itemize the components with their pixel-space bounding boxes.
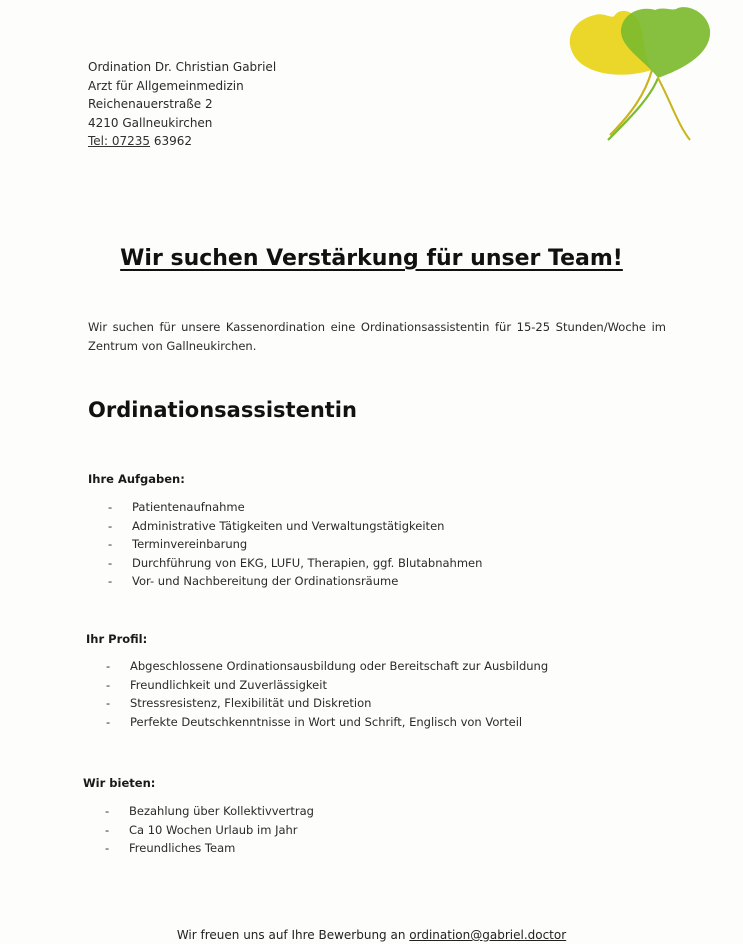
phone-number: 63962 bbox=[153, 134, 193, 148]
bullet-dash: - bbox=[108, 500, 113, 514]
list-item-text: Vor- und Nachbereitung der Ordinationsräume bbox=[132, 574, 399, 588]
postal-city: 4210 Gallneukirchen bbox=[88, 115, 213, 130]
doctor-specialty: Arzt für Allgemeinmedizin bbox=[88, 78, 244, 93]
list-item bbox=[106, 657, 548, 676]
list-item-text: Terminvereinbarung bbox=[132, 537, 248, 551]
bullet-dash: - bbox=[108, 555, 113, 570]
bullet-dash: - bbox=[105, 841, 110, 855]
page-headline: Wir suchen Verstärkung für unser Team! bbox=[120, 246, 623, 271]
bullet-dash: - bbox=[108, 518, 113, 533]
list-item-text: Stressresistenz, Flexibilität und Diskretion bbox=[130, 696, 372, 710]
ginkgo-leaves-icon bbox=[560, 0, 720, 160]
list-item-text: Freundlichkeit und Zuverlässigkeit bbox=[130, 677, 327, 692]
list-item bbox=[106, 713, 548, 732]
list-item bbox=[108, 554, 482, 573]
list-item-text: Freundliches Team bbox=[129, 841, 236, 855]
email-link[interactable]: ordination@gabriel.doctor bbox=[409, 928, 567, 942]
tasks-list bbox=[108, 498, 482, 591]
profile-heading: Ihr Profil: bbox=[86, 632, 148, 646]
job-title: Ordinationsassistentin bbox=[88, 398, 357, 422]
list-item-text: Ca 10 Wochen Urlaub im Jahr bbox=[129, 822, 298, 837]
practice-name: Ordination Dr. Christian Gabriel bbox=[88, 60, 277, 74]
intro-paragraph: Wir suchen für unsere Kassenordination eine Ordinationsassistentin für 15-25 Stunden/Woche im Zentrum von Gallneukirchen. bbox=[88, 320, 666, 353]
bullet-dash: - bbox=[106, 677, 111, 692]
street-address: Reichenauerstraße 2 bbox=[88, 97, 213, 111]
list-item bbox=[106, 676, 548, 695]
list-item-text: Administrative Tätigkeiten und Verwaltungstätigkeiten bbox=[132, 518, 445, 533]
bullet-dash: - bbox=[106, 714, 111, 729]
list-item bbox=[108, 517, 482, 536]
profile-list bbox=[106, 657, 548, 731]
list-item bbox=[108, 498, 482, 517]
footer-line bbox=[0, 928, 743, 942]
list-item bbox=[108, 535, 482, 554]
footer-text: Wir freuen uns auf Ihre Bewerbung an bbox=[176, 928, 406, 942]
list-item bbox=[108, 572, 482, 591]
bullet-dash: - bbox=[108, 537, 113, 551]
bullet-dash: - bbox=[105, 822, 110, 837]
bullet-dash: - bbox=[108, 574, 113, 588]
offer-list bbox=[105, 802, 314, 858]
offer-heading: Wir bieten: bbox=[83, 776, 156, 790]
bullet-dash: - bbox=[106, 696, 111, 710]
list-item-text: Patientenaufnahme bbox=[132, 500, 245, 514]
list-item bbox=[105, 821, 314, 840]
list-item bbox=[105, 802, 314, 821]
phone-link[interactable]: Tel: 07235 bbox=[88, 134, 151, 148]
list-item-text: Perfekte Deutschkenntnisse in Wort und Schrift, Englisch von Vorteil bbox=[130, 714, 523, 729]
bullet-dash: - bbox=[106, 659, 111, 673]
list-item-text: Durchführung von EKG, LUFU, Therapien, ggf. Blutabnahmen bbox=[132, 555, 483, 570]
list-item bbox=[105, 839, 314, 858]
list-item-text: Abgeschlossene Ordinationsausbildung oder Bereitschaft zur Ausbildung bbox=[130, 659, 549, 673]
tasks-heading: Ihre Aufgaben: bbox=[88, 472, 185, 486]
list-item bbox=[106, 694, 548, 713]
bullet-dash: - bbox=[105, 804, 110, 818]
phone-line bbox=[88, 132, 276, 151]
list-item-text: Bezahlung über Kollektivvertrag bbox=[129, 804, 314, 818]
practice-address bbox=[88, 58, 276, 151]
